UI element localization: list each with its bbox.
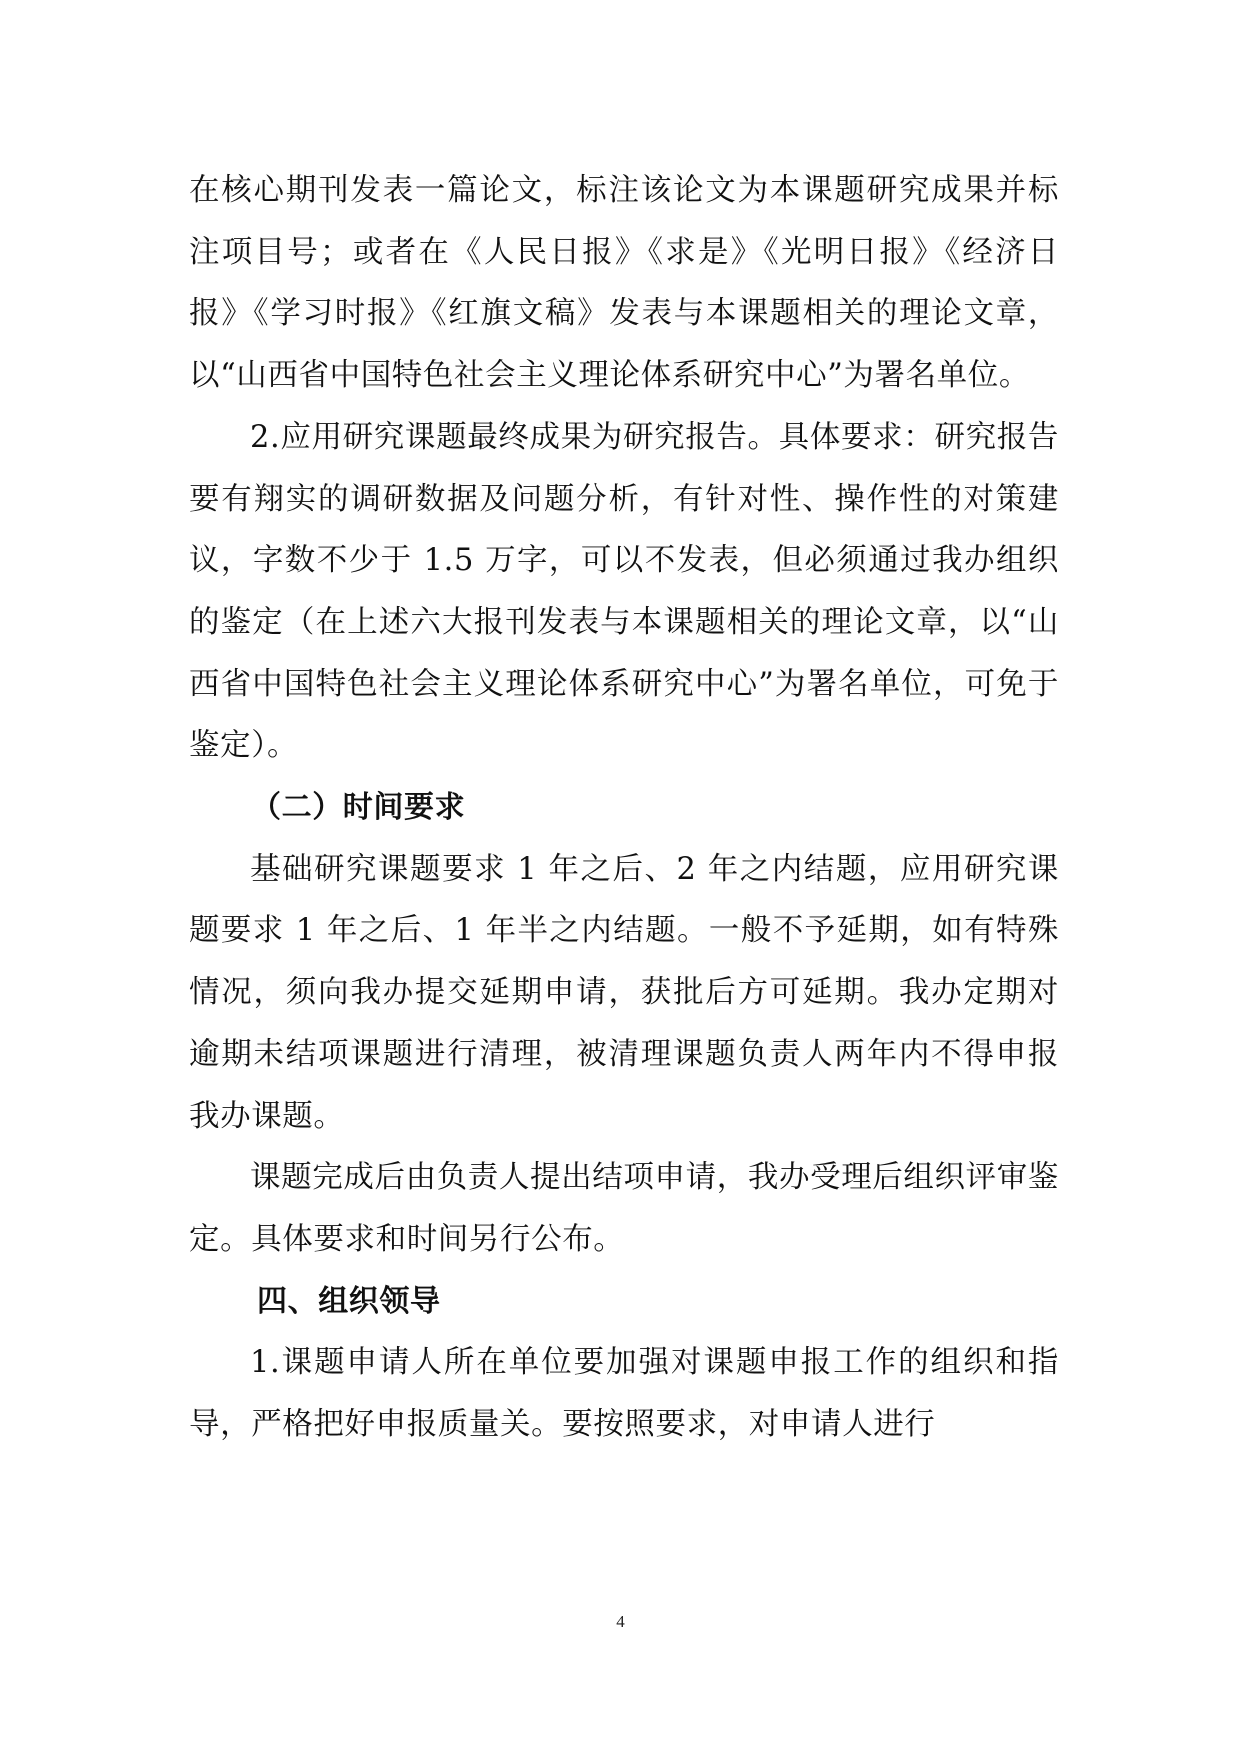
paragraph-applied-research: 2.应用研究课题最终成果为研究报告。具体要求：研究报告要有翔实的调研数据及问题分析，有针对性、操作性的对策建议，字数不少于 1.5 万字，可以不发表，但必须通过我办组织的鉴定（在上述六大报刊发表与本课题相关的理论文章，以“山西省中国特色社会主义理论体系研究中心”为署名单位，可免于鉴定）。 <box>189 419 1059 764</box>
page-body <box>189 160 1059 1456</box>
section-heading-organization: 四、组织领导 <box>257 1283 441 1319</box>
paragraph-continuation: 在核心期刊发表一篇论文，标注该论文为本课题研究成果并标注项目号；或者在《人民日报》《求是》《光明日报》《经济日报》《学习时报》《红旗文稿》发表与本课题相关的理论文章，以“山西省中国特色社会主义理论体系研究中心”为署名单位。 <box>189 173 1059 394</box>
paragraph-completion: 课题完成后由负责人提出结项申请，我办受理后组织评审鉴定。具体要求和时间另行公布。 <box>189 1160 1059 1257</box>
page-number: 4 <box>616 1612 625 1631</box>
section-heading-time-requirements: （二）时间要求 <box>251 790 466 826</box>
paragraph-organization-1: 1.课题申请人所在单位要加强对课题申报工作的组织和指导，严格把好申报质量关。要按照要求，对申请人进行 <box>189 1345 1059 1443</box>
paragraph-time-limits: 基础研究课题要求 1 年之后、2 年之内结题，应用研究课题要求 1 年之后、1 年半之内结题。一般不予延期，如有特殊情况，须向我办提交延期申请，获批后方可延期。我办定期对逾期未结项课题进行清理，被清理课题负责人两年内不得申报我办课题。 <box>189 851 1059 1134</box>
